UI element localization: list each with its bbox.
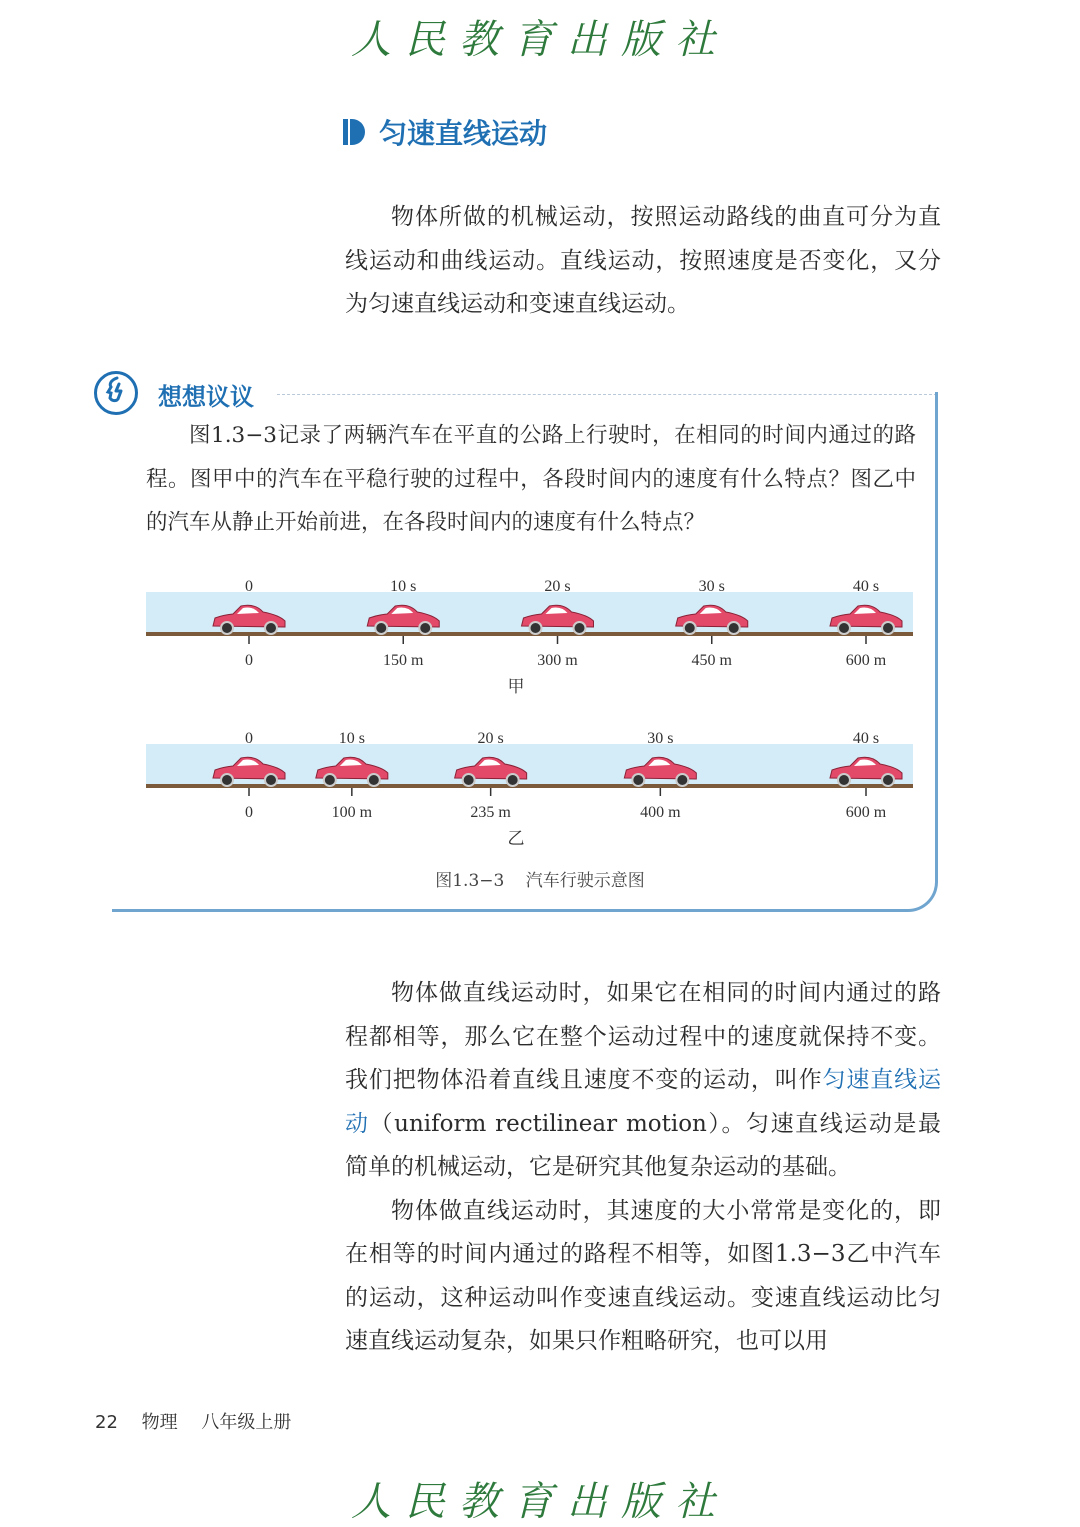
section-title: 匀速直线运动	[379, 117, 548, 150]
publisher-watermark-bottom: 人民教育出版社	[351, 1479, 729, 1525]
time-label: 10 s	[338, 730, 365, 747]
distance-label: 100 m	[331, 804, 373, 821]
time-label: 30 s	[698, 578, 725, 595]
think-discuss-title: 想想议议	[158, 383, 254, 411]
time-label: 40 s	[852, 730, 880, 747]
distance-label: 300 m	[537, 652, 578, 669]
time-label: 20 s	[477, 730, 504, 747]
distance-label: 600 m	[845, 804, 887, 821]
distance-label: 450 m	[691, 652, 732, 669]
road-line	[146, 632, 913, 636]
publisher-watermark-top: 人民教育出版社	[351, 17, 729, 63]
uniform-motion-text: 物体做直线运动时，如果它在相同的时间内通过的路程都相等，那么它在整个运动过程中的速度就保持不变。我们把物体沿着直线且速度不变的运动，叫作匀速直线运动（uniform rectilinear motion）。匀速直线运动是最简单的机械运动，它是研究其他复杂运动的基础。	[345, 980, 941, 1180]
book-grade: 八年级上册	[201, 1412, 292, 1433]
distance-label: 150 m	[383, 652, 424, 669]
figure-number: 图1.3−3	[435, 871, 505, 891]
time-label: 20 s	[544, 578, 571, 595]
page-number: 22	[95, 1412, 118, 1433]
distance-label: 400 m	[640, 804, 681, 821]
distance-label: 235 m	[470, 804, 511, 821]
time-label: 40 s	[852, 578, 880, 595]
distance-label: 600 m	[845, 652, 887, 669]
figure-title: 汽车行驶示意图	[525, 871, 645, 891]
time-label: 10 s	[390, 578, 417, 595]
time-label: 0	[245, 578, 253, 595]
uniform-motion-paragraph	[345, 972, 941, 1364]
panel-label: 甲	[507, 677, 525, 697]
panel-label: 乙	[507, 829, 525, 849]
key-term: 匀速直线运动	[345, 1067, 941, 1137]
road-line	[146, 784, 913, 788]
intro-text: 物体所做的机械运动，按照运动路线的曲直可分为直线运动和曲线运动。直线运动，按照速度是否变化，又分为匀速直线运动和变速直线运动。	[345, 204, 941, 317]
book-subject: 物理	[141, 1412, 178, 1433]
variable-motion-text: 物体做直线运动时，其速度的大小常常是变化的，即在相等的时间内通过的路程不相等，如图1.3−3乙中汽车的运动，这种运动叫作变速直线运动。变速直线运动比匀速直线运动复杂，如果只作粗略研究，也可以用	[345, 1197, 941, 1354]
time-label: 30 s	[647, 730, 674, 747]
distance-label: 0	[245, 804, 253, 821]
page-footer	[95, 1408, 309, 1434]
time-label: 0	[245, 730, 253, 747]
distance-label: 0	[245, 652, 253, 669]
think-discuss-question: 图1.3−3记录了两辆汽车在平直的公路上行驶时，在相同的时间内通过的路程。图甲中的汽车在平稳行驶的过程中，各段时间内的速度有什么特点？图乙中的汽车从静止开始前进，在各段时间内的速度有什么特点？	[146, 423, 916, 535]
figure-caption	[0, 866, 1080, 891]
